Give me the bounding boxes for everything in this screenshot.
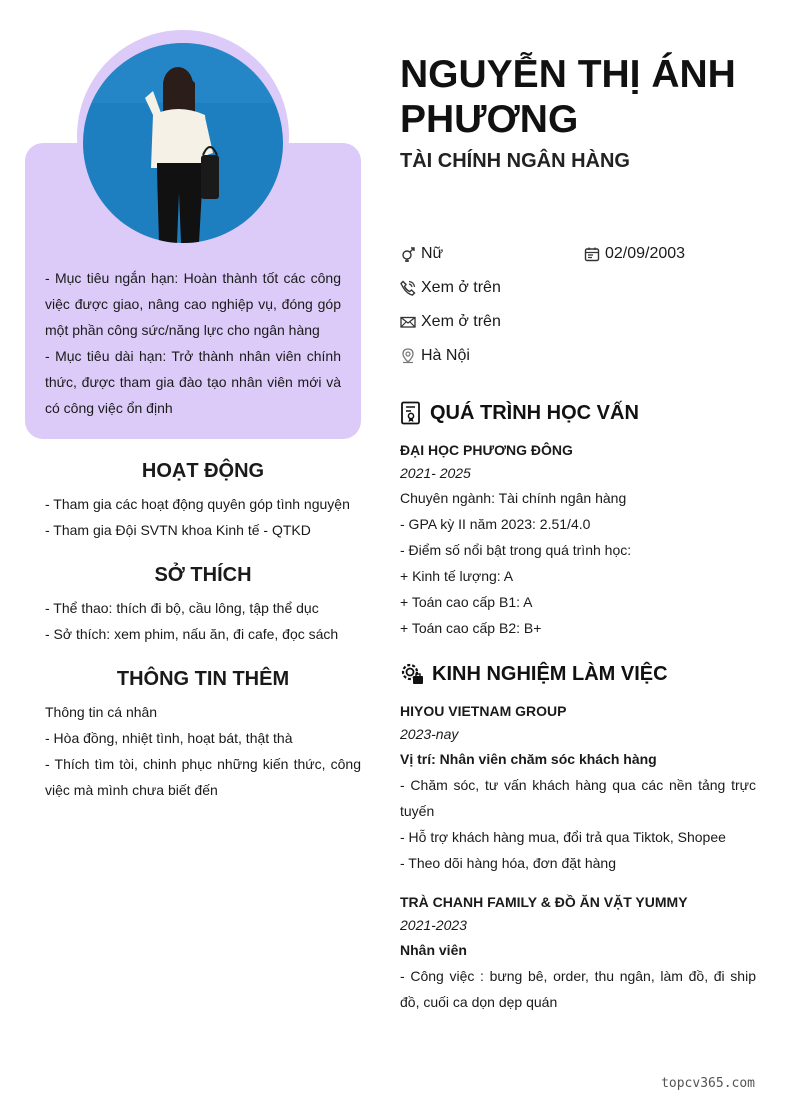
activities-list [45, 491, 361, 543]
candidate-title: TÀI CHÍNH NGÂN HÀNG [400, 150, 630, 172]
activities-title: HOẠT ĐỘNG [141, 460, 265, 482]
list-item: - Tham gia Đội SVTN khoa Kinh tế - QTKD [45, 522, 311, 538]
list-item: - Thích tìm tòi, chinh phục những kiến thức, công việc mà mình chưa biết đến [45, 756, 361, 798]
company-name: TRÀ CHANH FAMILY & ĐỒ ĂN VẶT YUMMY [400, 894, 688, 910]
more-info-title: THÔNG TIN THÊM [116, 668, 290, 690]
profile-photo [83, 43, 283, 243]
birthdate-info [584, 245, 685, 263]
career-objectives [45, 265, 341, 421]
job-2 [400, 889, 756, 1015]
school-name: ĐẠI HỌC PHƯƠNG ĐÔNG [400, 442, 573, 458]
envelope-icon [400, 314, 416, 330]
company-name: HIYOU VIETNAM GROUP [400, 703, 567, 719]
list-item: - Chăm sóc, tư vấn khách hàng qua các nền tảng trực tuyến [400, 777, 756, 819]
list-item: + Toán cao cấp B2: B+ [400, 620, 542, 636]
certificate-icon [400, 401, 422, 425]
experience-title: KINH NGHIỆM LÀM VIỆC [432, 662, 668, 685]
job-position: Vị trí: Nhân viên chăm sóc khách hàng [400, 751, 657, 767]
hobbies-list [45, 595, 361, 647]
phone-icon [400, 280, 416, 296]
address-info [400, 347, 470, 365]
education-heading [400, 401, 639, 425]
hobbies-title: SỞ THÍCH [154, 564, 252, 586]
gender-value: Nữ [421, 245, 444, 262]
gear-briefcase-icon [400, 662, 424, 686]
location-pin-icon [400, 348, 416, 364]
experience-heading [400, 662, 668, 686]
list-item: Chuyên ngành: Tài chính ngân hàng [400, 490, 627, 506]
list-item: Thông tin cá nhân [45, 704, 158, 720]
list-item: - Điểm số nổi bật trong quá trình học: [400, 542, 632, 558]
objective-short-term: - Mục tiêu ngắn hạn: Hoàn thành tốt các công việc được giao, nâng cao nghiệp vụ, đóng góp một phần công sức/năng lực cho ngân hàng [45, 270, 341, 338]
education-period: 2021- 2025 [400, 465, 471, 481]
email-value: Xem ở trên [421, 313, 501, 330]
birthdate-value: 02/09/2003 [605, 245, 686, 262]
education-block [400, 437, 756, 641]
footer-watermark: topcv365.com [661, 1076, 755, 1091]
list-item: - Theo dõi hàng hóa, đơn đặt hàng [400, 855, 616, 871]
list-item: - Tham gia các hoạt động quyên góp tình nguyện [45, 496, 350, 512]
job-position: Nhân viên [400, 942, 467, 958]
candidate-name: NGUYỄN THỊ ÁNH PHƯƠNG [400, 53, 736, 141]
more-info-list [45, 699, 361, 803]
job-period: 2021-2023 [400, 917, 467, 933]
list-item: - GPA kỳ II năm 2023: 2.51/4.0 [400, 516, 591, 532]
list-item: + Kinh tế lượng: A [400, 568, 514, 584]
objective-long-term: - Mục tiêu dài hạn: Trở thành nhân viên chính thức, được tham gia đào tạo nhân viên mới và có công việc ổn định [45, 348, 341, 416]
job-period: 2023-nay [400, 726, 459, 742]
list-item: - Hòa đồng, nhiệt tình, hoạt bát, thật thà [45, 730, 293, 746]
phone-value: Xem ở trên [421, 279, 501, 296]
list-item: - Công việc : bưng bê, order, thu ngân, làm đồ, đi ship đồ, cuối ca dọn dẹp quán [400, 968, 756, 1010]
phone-info [400, 279, 501, 297]
list-item: - Sở thích: xem phim, nấu ăn, đi cafe, đọc sách [45, 626, 339, 642]
gender-icon [400, 246, 416, 262]
address-value: Hà Nội [421, 347, 470, 364]
list-item: + Toán cao cấp B1: A [400, 594, 533, 610]
list-item: - Thể thao: thích đi bộ, cầu lông, tập thể dục [45, 600, 319, 616]
education-title: QUÁ TRÌNH HỌC VẤN [430, 401, 639, 424]
list-item: - Hỗ trợ khách hàng mua, đổi trả qua Tiktok, Shopee [400, 829, 726, 845]
email-info [400, 313, 501, 331]
gender-info [400, 245, 443, 263]
job-1 [400, 698, 756, 876]
calendar-icon [584, 246, 600, 262]
